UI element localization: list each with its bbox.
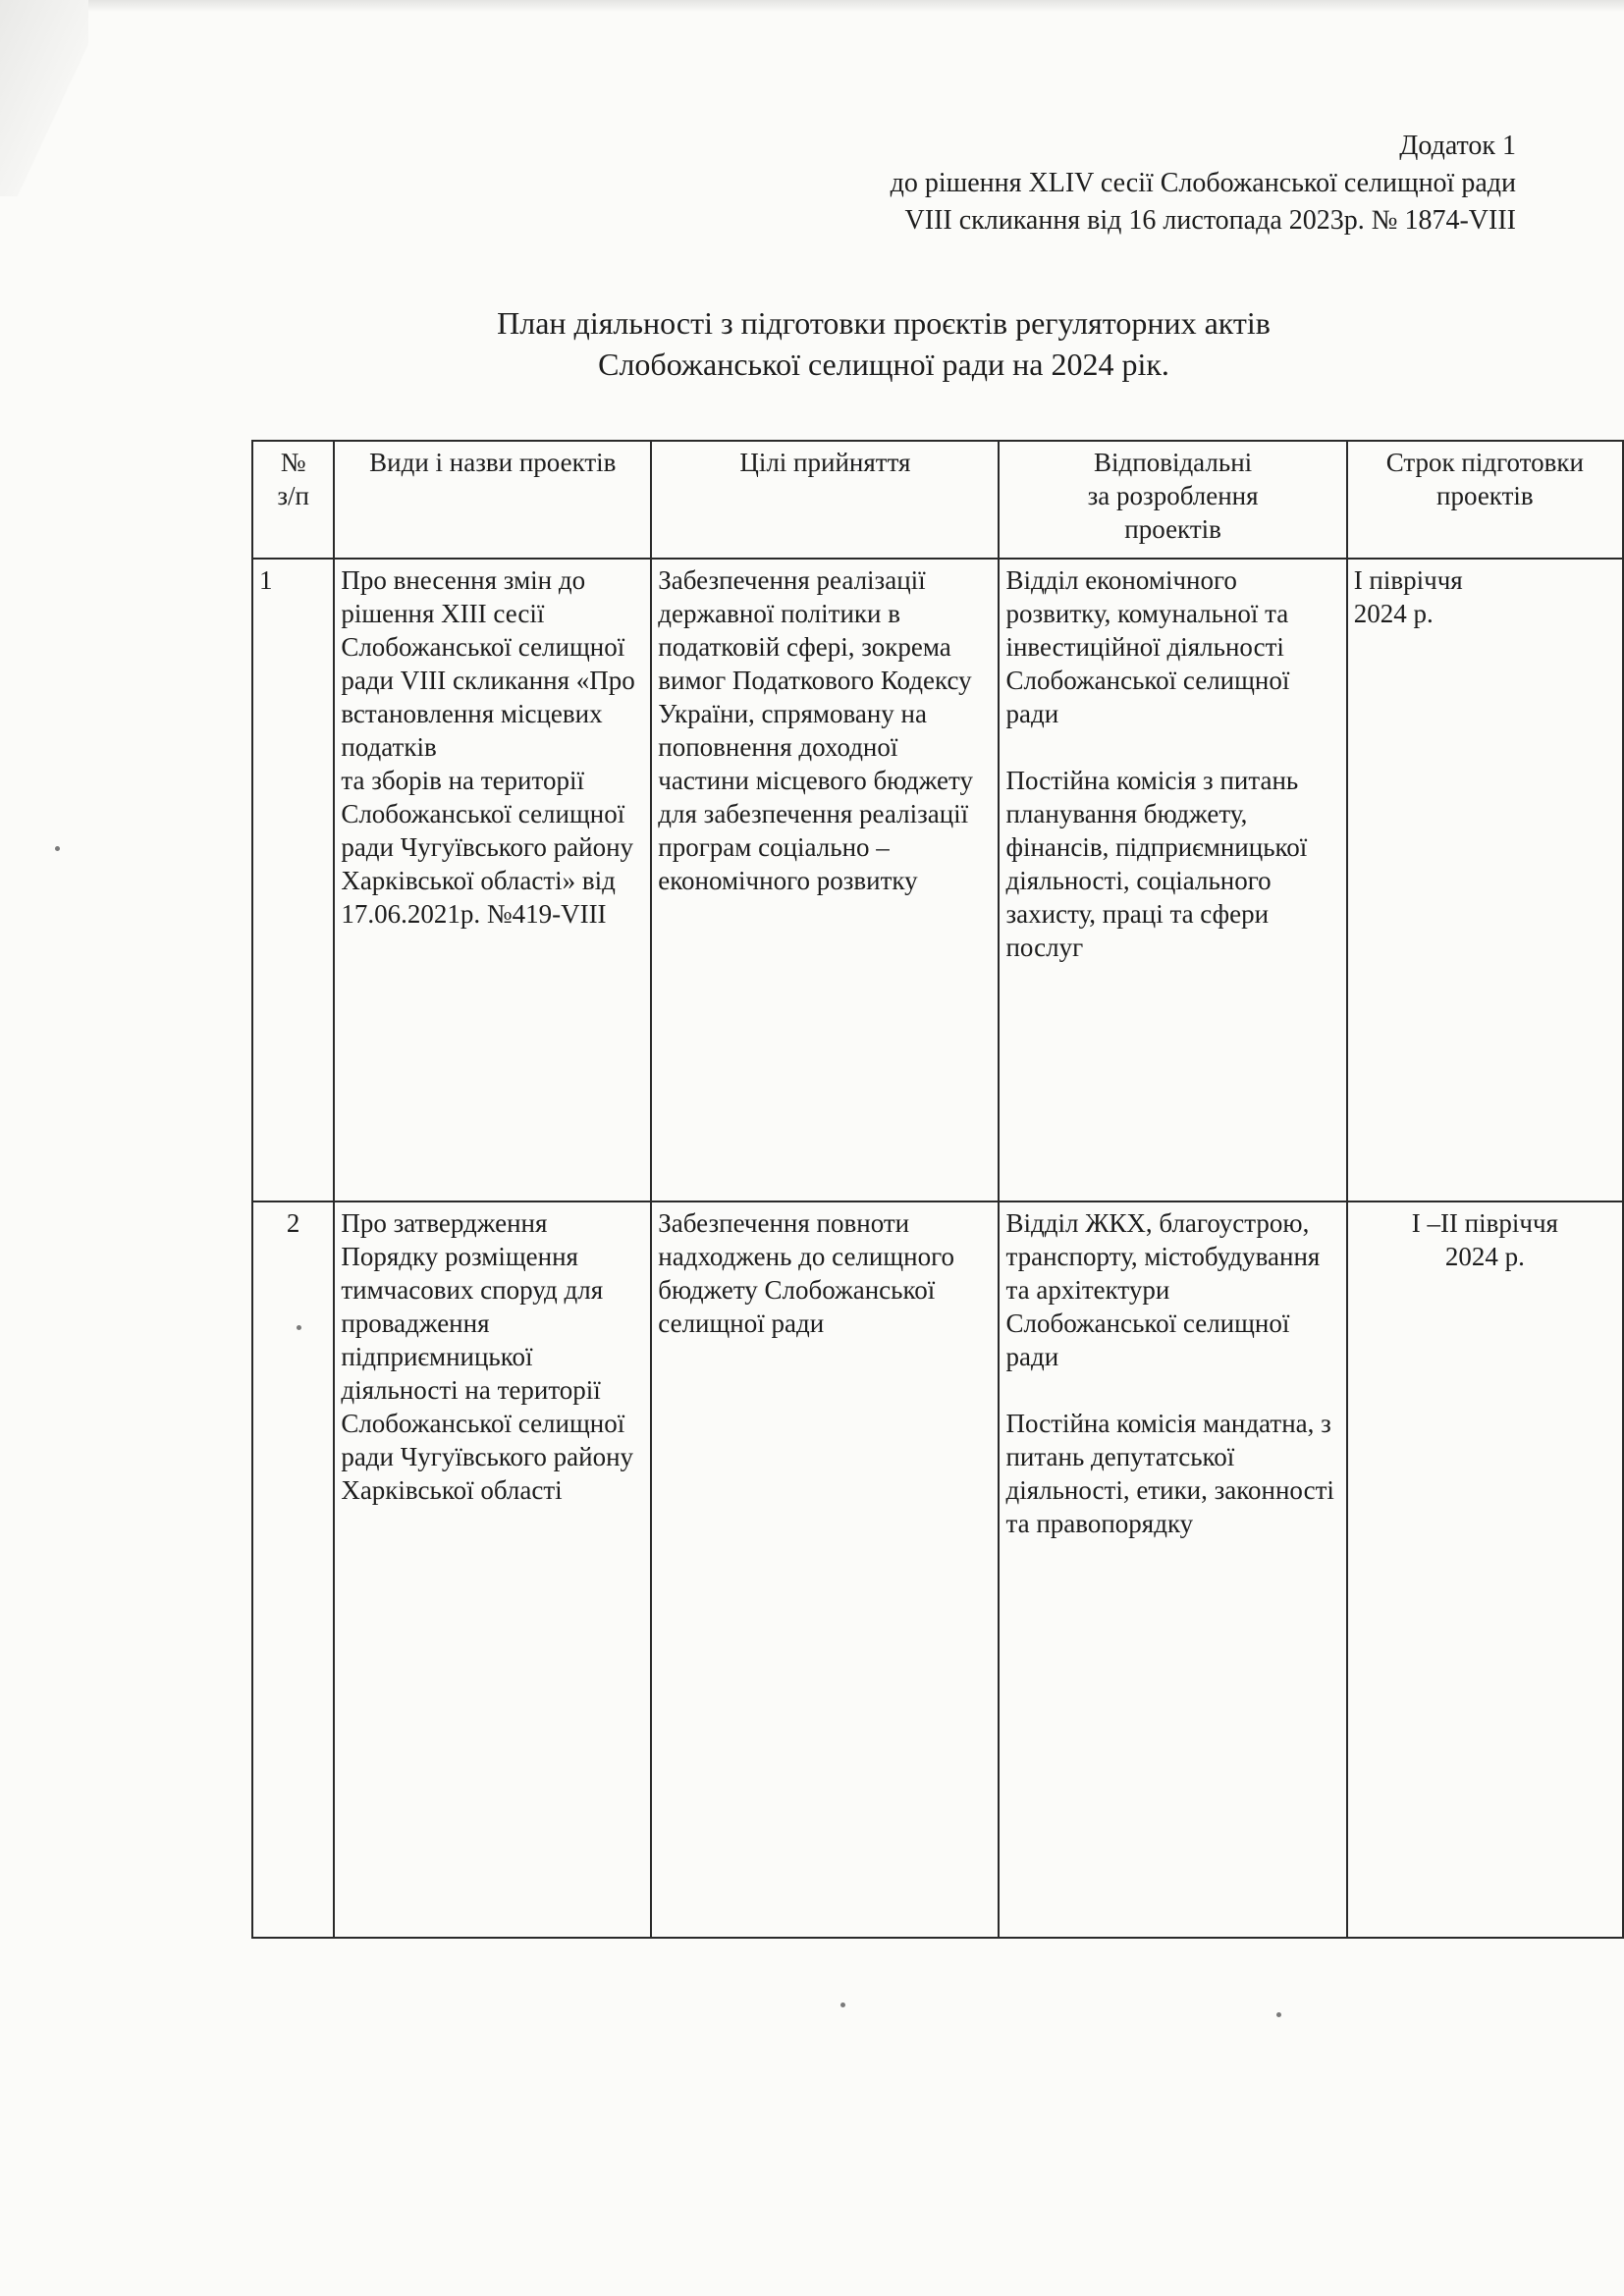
header-deadline: Строк підготовки проектів [1347, 441, 1623, 559]
project-responsible: Відділ ЖКХ, благоустрою, транспорту, містобудування та архітектури Слобожанської селищної ради Постійна комісія мандатна, з питань депутатської діяльності, етики, законності та правопорядку [999, 1201, 1346, 1938]
title-line-1: План діяльності з підготовки проєктів регуляторних актів [497, 305, 1271, 341]
title-line-2: Слобожанської селищної ради на 2024 рік. [598, 347, 1169, 382]
scan-page-curl [0, 0, 88, 196]
header-project-name: Види і назви проектів [334, 441, 651, 559]
scan-speck [55, 846, 60, 851]
scan-top-edge [0, 0, 1624, 12]
document-title [295, 302, 1473, 385]
project-goal: Забезпечення реалізації державної політики в податковій сфері, зокрема вимог Податкового Кодексу України, спрямовану на поповнення доходної частини місцевого бюджету для забезпечення реалізації програм соціально – економічного розвитку [651, 559, 999, 1201]
project-deadline: І півріччя 2024 р. [1347, 559, 1623, 1201]
project-responsible: Відділ економічного розвитку, комунальної та інвестиційної діяльності Слобожанської селищної ради Постійна комісія з питань планування бюджету, фінансів, підприємницької діяльності, соціального захисту, праці та сфери послуг [999, 559, 1346, 1201]
table-header-row [252, 441, 1623, 559]
header-goals: Цілі прийняття [651, 441, 999, 559]
decision-reference: до рішення XLIV сесії Слобожанської селищної ради [890, 168, 1516, 198]
project-deadline: І –ІІ півріччя 2024 р. [1347, 1201, 1623, 1938]
project-name: Про затвердження Порядку розміщення тимчасових споруд для провадження підприємницької діяльності на території Слобожанської селищної ради Чугуївського району Харківської області [334, 1201, 651, 1938]
scan-speck [840, 2002, 845, 2007]
appendix-label: Додаток 1 [1399, 131, 1516, 161]
header-number: № з/п [252, 441, 334, 559]
table-row [252, 559, 1623, 1201]
header-responsible: Відповідальні за розроблення проектів [999, 441, 1346, 559]
decision-date-number: VIII скликання від 16 листопада 2023р. № 1874-VIII [904, 205, 1516, 236]
scan-speck [297, 1325, 301, 1330]
plan-table [251, 440, 1624, 1939]
table-row [252, 1201, 1623, 1938]
scan-speck [1276, 2012, 1281, 2017]
project-goal: Забезпечення повноти надходжень до селищного бюджету Слобожанської селищної ради [651, 1201, 999, 1938]
row-number: 2 [252, 1201, 334, 1938]
row-number: 1 [252, 559, 334, 1201]
appendix-header [632, 128, 1516, 240]
project-name: Про внесення змін до рішення XIII сесії Слобожанської селищної ради VIII скликання «Про встановлення місцевих податків та зборів на території Слобожанської селищної ради Чугуївського району Харківської області» від 17.06.2021р. №419-VIII [334, 559, 651, 1201]
